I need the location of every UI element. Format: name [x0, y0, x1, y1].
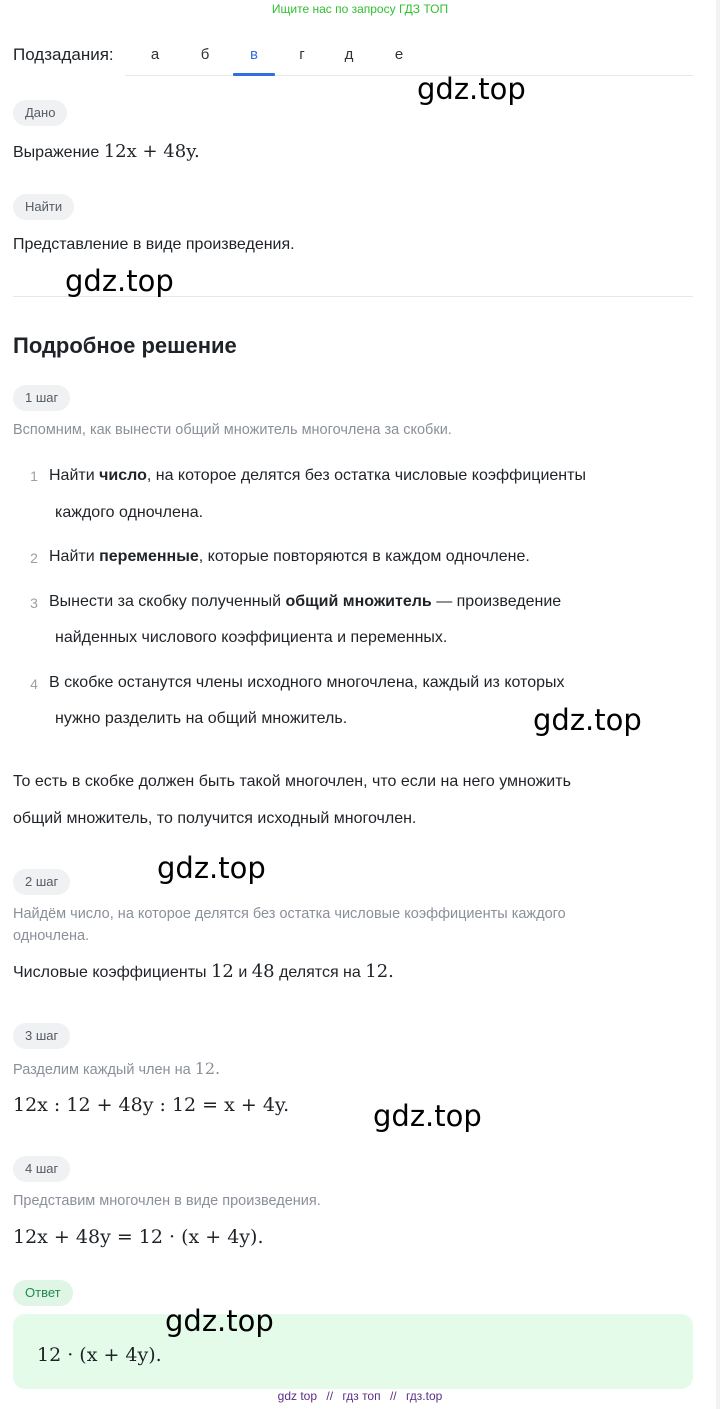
- tab-e[interactable]: е: [394, 46, 404, 63]
- given-expression: 12x + 48y.: [103, 141, 200, 162]
- step2-statement: Числовые коэффициенты 12 и 48 делятся на 12.: [13, 961, 394, 982]
- tabs-divider: [125, 75, 693, 76]
- step3-expression: 12x : 12 + 48y : 12 = x + 4y.: [13, 1094, 290, 1116]
- step1-item-1: Найти число, на которое делятся без остатка числовые коэффициенты: [49, 467, 586, 484]
- tab-g[interactable]: г: [299, 46, 305, 63]
- step1-item-2: Найти переменные, которые повторяются в каждом одночлене.: [49, 548, 530, 565]
- active-tab-indicator: [233, 73, 275, 76]
- subtasks-label: Подзадания:: [13, 45, 114, 64]
- step3-pill: 3 шаг: [13, 1023, 70, 1049]
- solution-title: Подробное решение: [13, 333, 237, 358]
- answer-expression: 12 · (x + 4y).: [37, 1344, 162, 1366]
- step1-item-1-line2: каждого одночлена.: [55, 504, 204, 521]
- tab-b[interactable]: б: [200, 46, 210, 63]
- step1-item-3-num: 3: [30, 595, 38, 611]
- step1-item-1-num: 1: [30, 468, 38, 484]
- step4-pill: 4 шаг: [13, 1156, 70, 1182]
- step1-summary-line2: общий множитель, то получится исходный многочлен.: [13, 810, 417, 827]
- watermark: gdz.top: [373, 1099, 482, 1133]
- step1-summary-line1: То есть в скобке должен быть такой многочлен, что если на него умножить: [13, 773, 571, 790]
- step1-item-3-line2: найденных числового коэффициента и переменных.: [55, 629, 448, 646]
- scrollbar[interactable]: [716, 0, 720, 1409]
- watermark: gdz.top: [157, 851, 266, 885]
- given-text: Выражение 12x + 48y.: [13, 141, 200, 162]
- watermark: gdz.top: [533, 703, 642, 737]
- footer-separator: //: [389, 1389, 397, 1403]
- tab-a[interactable]: а: [150, 46, 160, 63]
- watermark: gdz.top: [65, 264, 174, 298]
- step1-item-3: Вынести за скобку полученный общий множитель — произведение: [49, 593, 562, 610]
- step1-intro: Вспомним, как вынести общий множитель многочлена за скобки.: [13, 422, 452, 438]
- find-pill: Найти: [13, 194, 74, 220]
- step4-expression: 12x + 48y = 12 · (x + 4y).: [13, 1226, 264, 1248]
- footer-link-2[interactable]: гдз топ: [342, 1389, 381, 1403]
- step2-intro-line2: одночлена.: [13, 928, 90, 944]
- tab-v[interactable]: в: [250, 46, 258, 63]
- step1-item-4-num: 4: [30, 676, 38, 692]
- answer-pill: Ответ: [13, 1280, 73, 1306]
- watermark: gdz.top: [165, 1304, 274, 1338]
- footer-link-3[interactable]: гдз.top: [405, 1389, 443, 1403]
- footer-link-1[interactable]: gdz top: [277, 1389, 318, 1403]
- step1-item-2-num: 2: [30, 550, 38, 566]
- step2-intro-line1: Найдём число, на которое делятся без остатка числовые коэффициенты каждого: [13, 906, 566, 922]
- step1-pill: 1 шаг: [13, 385, 70, 411]
- step3-intro: Разделим каждый член на 12.: [13, 1059, 221, 1078]
- find-text: Представление в виде произведения.: [13, 236, 295, 253]
- footer-separator: //: [326, 1389, 334, 1403]
- step4-intro: Представим многочлен в виде произведения.: [13, 1193, 321, 1209]
- tab-d[interactable]: д: [344, 46, 354, 63]
- footer: [0, 1389, 720, 1403]
- step2-pill: 2 шаг: [13, 869, 70, 895]
- top-banner[interactable]: Ищите нас по запросу ГДЗ ТОП: [271, 2, 449, 16]
- watermark: gdz.top: [417, 72, 526, 106]
- step1-item-4-line2: нужно разделить на общий множитель.: [55, 710, 348, 727]
- given-pill: Дано: [13, 100, 67, 126]
- step1-item-4: В скобке останутся члены исходного многочлена, каждый из которых: [49, 674, 565, 691]
